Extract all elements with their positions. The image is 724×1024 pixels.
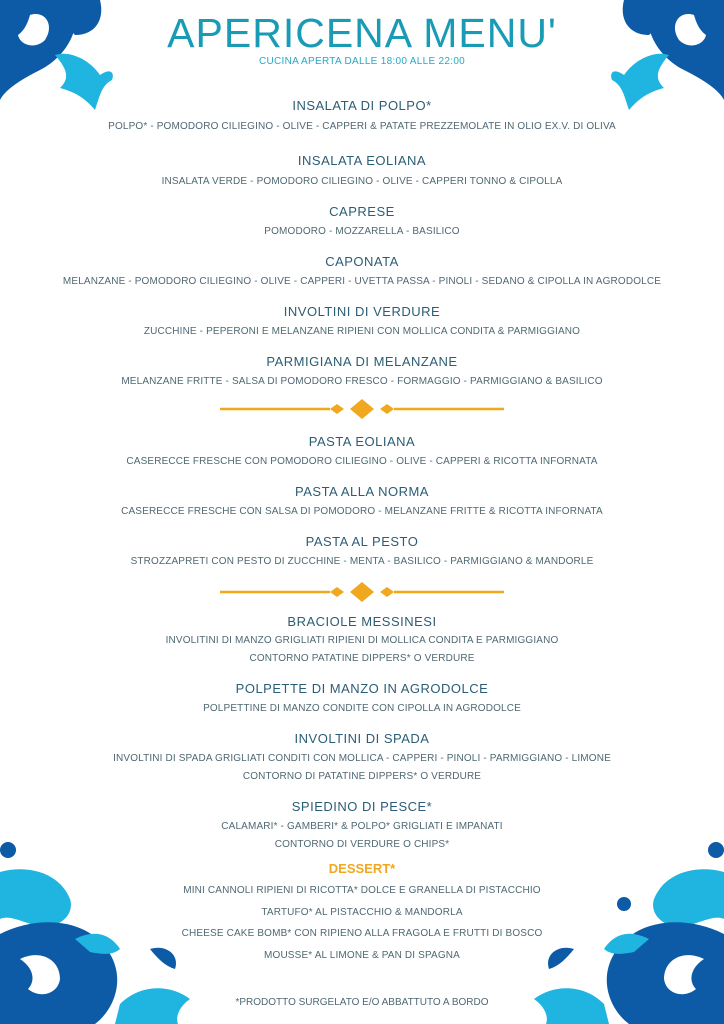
menu-item-side-dish: CONTORNO DI VERDURE O CHIPS* [274, 839, 450, 850]
menu-item-name: PASTA AL PESTO [305, 534, 419, 549]
dessert-item: MINI CANNOLI RIPIENI DI RICOTTA* DOLCE E GRANELLA DI PISTACCHIO [183, 885, 541, 896]
footnote: *PRODOTTO SURGELATO E/O ABBATTUTO A BORDO [235, 997, 489, 1008]
dessert-item: TARTUFO* AL PISTACCHIO & MANDORLA [261, 907, 463, 918]
menu-item-name: INSALATA DI POLPO* [292, 98, 432, 113]
dessert-heading: DESSERT* [328, 861, 396, 876]
menu-item-description: CASERECCE FRESCHE CON POMODORO CILIEGINO - OLIVE - CAPPERI & RICOTTA INFORNATA [126, 456, 598, 467]
menu-item-description: POLPO* - POMODORO CILIEGINO - OLIVE - CAPPERI & PATATE PREZZEMOLATE IN OLIO EX.V. DI OLIVA [108, 121, 616, 132]
menu-item-description: ZUCCHINE - PEPERONI E MELANZANE RIPIENI CON MOLLICA CONDITA & PARMIGGIANO [143, 326, 581, 337]
menu-item-name: PARMIGIANA DI MELANZANE [266, 354, 458, 369]
ornamental-divider [0, 582, 724, 602]
menu-item-name: CAPRESE [329, 204, 395, 219]
dessert-item: MOUSSE* AL LIMONE & PAN DI SPAGNA [264, 950, 460, 961]
menu-item-description: POMODORO - MOZZARELLA - BASILICO [264, 226, 460, 237]
menu-item-description: POLPETTINE DI MANZO CONDITE CON CIPOLLA IN AGRODOLCE [203, 703, 521, 714]
menu-item-description: INSALATA VERDE - POMODORO CILIEGINO - OLIVE - CAPPERI TONNO & CIPOLLA [161, 176, 563, 187]
menu-item-side-dish: CONTORNO DI PATATINE DIPPERS* O VERDURE [242, 771, 482, 782]
menu-item-name: PASTA EOLIANA [308, 434, 416, 449]
menu-item-description: STROZZAPRETI CON PESTO DI ZUCCHINE - MENTA - BASILICO - PARMIGGIANO & MANDORLE [130, 556, 594, 567]
menu-item-description: CALAMARI* - GAMBERI* & POLPO* GRIGLIATI E IMPANATI [221, 821, 503, 832]
menu-item-description: INVOLTINI DI SPADA GRIGLIATI CONDITI CON MOLLICA - CAPPERI - PINOLI - PARMIGGIANO - LIMONE [113, 753, 611, 764]
menu-item-description: MELANZANE - POMODORO CILIEGINO - OLIVE - CAPPERI - UVETTA PASSA - PINOLI - SEDANO & CIPOLLA IN AGRODOLCE [62, 276, 662, 287]
menu-item-name: PASTA ALLA NORMA [295, 484, 429, 499]
menu-title: APERICENA MENU' [167, 10, 557, 56]
menu-item-name: INVOLTINI DI VERDURE [283, 304, 441, 319]
menu-item-description: INVOLITINI DI MANZO GRIGLIATI RIPIENI DI MOLLICA CONDITA E PARMIGGIANO [165, 635, 559, 646]
menu-item-name: BRACIOLE MESSINESI [287, 614, 437, 629]
menu-item-name: INVOLTINI DI SPADA [294, 731, 430, 746]
menu-item-description: CASERECCE FRESCHE CON SALSA DI POMODORO - MELANZANE FRITTE & RICOTTA INFORNATA [121, 506, 603, 517]
menu-item-name: POLPETTE DI MANZO IN AGRODOLCE [235, 681, 489, 696]
opening-hours: CUCINA APERTA DALLE 18:00 ALLE 22:00 [258, 56, 466, 67]
ornamental-divider [0, 399, 724, 419]
menu-item-name: CAPONATA [325, 254, 399, 269]
dessert-item: CHEESE CAKE BOMB* CON RIPIENO ALLA FRAGOLA E FRUTTI DI BOSCO [181, 928, 543, 939]
menu-item-side-dish: CONTORNO PATATINE DIPPERS* O VERDURE [249, 653, 475, 664]
menu-item-name: SPIEDINO DI PESCE* [291, 799, 433, 814]
menu-item-description: MELANZANE FRITTE - SALSA DI POMODORO FRESCO - FORMAGGIO - PARMIGGIANO & BASILICO [121, 376, 603, 387]
menu-item-name: INSALATA EOLIANA [297, 153, 427, 168]
